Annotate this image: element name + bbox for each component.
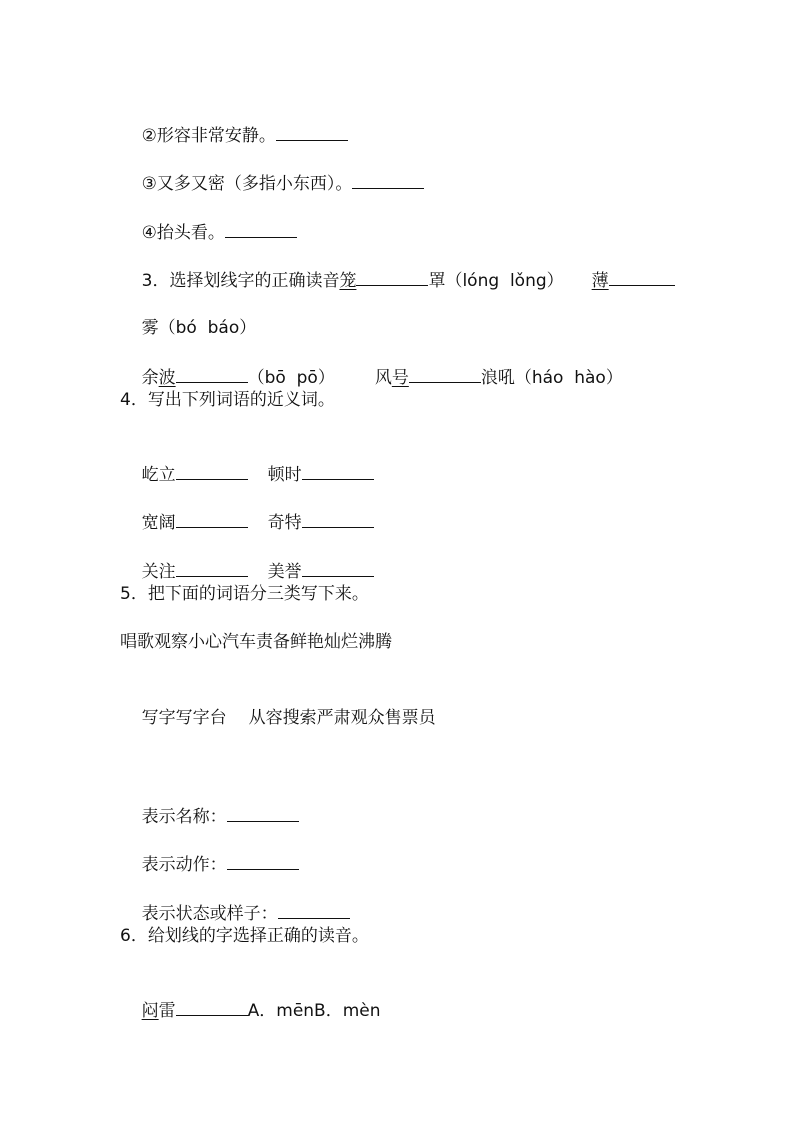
answer-blank[interactable] xyxy=(409,364,481,383)
q5-category-label: 表示动作： xyxy=(141,855,227,875)
q5-words: 写字写字台 xyxy=(141,708,227,728)
q3-word-prefix: 余 xyxy=(141,368,159,388)
q4-word: 屹立 xyxy=(141,465,176,485)
q6-word-rest: 雷 xyxy=(158,1001,176,1021)
q6-item xyxy=(120,973,381,1047)
q3-word-rest: 雾（bó báo） xyxy=(141,318,257,338)
answer-blank[interactable] xyxy=(302,461,374,480)
q5-title: 5．把下面的词语分三类写下来。 xyxy=(120,584,369,604)
q5-category-label: 表示名称： xyxy=(141,807,227,827)
q3-underlined-char: 号 xyxy=(391,368,409,388)
q3-word-prefix: 风 xyxy=(374,368,392,388)
q2-item-4-text: ④抬头看。 xyxy=(141,223,225,243)
q5-words-line-1: 唱歌观察小心汽车责备鲜艳灿烂沸腾 xyxy=(120,632,392,652)
answer-blank[interactable] xyxy=(352,170,424,189)
q4-word: 美誉 xyxy=(267,562,302,582)
q4-word: 宽阔 xyxy=(141,513,176,533)
answer-blank[interactable] xyxy=(609,267,675,286)
answer-blank[interactable] xyxy=(278,900,350,919)
q4-title: 4．写出下列词语的近义词。 xyxy=(120,390,335,410)
answer-blank[interactable] xyxy=(302,558,374,577)
answer-blank[interactable] xyxy=(176,364,248,383)
answer-blank[interactable] xyxy=(176,997,248,1016)
q6-underlined-char: 闷 xyxy=(141,1001,159,1021)
q5-category-label: 表示状态或样子： xyxy=(141,904,278,924)
q5-words-line-2 xyxy=(120,682,436,754)
q3-word-rest: 浪吼（háo hào） xyxy=(480,368,623,388)
q3-underlined-char: 薄 xyxy=(591,271,609,291)
q4-word: 奇特 xyxy=(267,513,302,533)
answer-blank[interactable] xyxy=(176,461,248,480)
q6-options: A．mēnB．mèn xyxy=(247,1001,381,1021)
answer-blank[interactable] xyxy=(227,851,299,870)
q2-item-3-text: ③又多又密（多指小东西）。 xyxy=(141,174,353,194)
q3-word-rest: 罩（lóng lǒng） xyxy=(428,271,564,291)
answer-blank[interactable] xyxy=(356,267,428,286)
answer-blank[interactable] xyxy=(302,509,374,528)
q6-title: 6．给划线的字选择正确的读音。 xyxy=(120,926,369,946)
answer-blank[interactable] xyxy=(225,219,297,238)
answer-blank[interactable] xyxy=(176,509,248,528)
answer-blank[interactable] xyxy=(227,803,299,822)
answer-blank[interactable] xyxy=(176,558,248,577)
q4-word: 关注 xyxy=(141,562,176,582)
q3-word-rest: （bō pō） xyxy=(247,368,335,388)
q2-item-2-text: ②形容非常安静。 xyxy=(141,126,276,146)
q3-title: 3．选择划线字的正确读音 xyxy=(141,271,340,291)
q3-underlined-char: 笼 xyxy=(339,271,357,291)
q3-underlined-char: 波 xyxy=(158,368,176,388)
answer-blank[interactable] xyxy=(276,122,348,141)
q5-words: 从容搜索严肃观众售票员 xyxy=(248,708,436,728)
q4-word: 顿时 xyxy=(267,465,302,485)
